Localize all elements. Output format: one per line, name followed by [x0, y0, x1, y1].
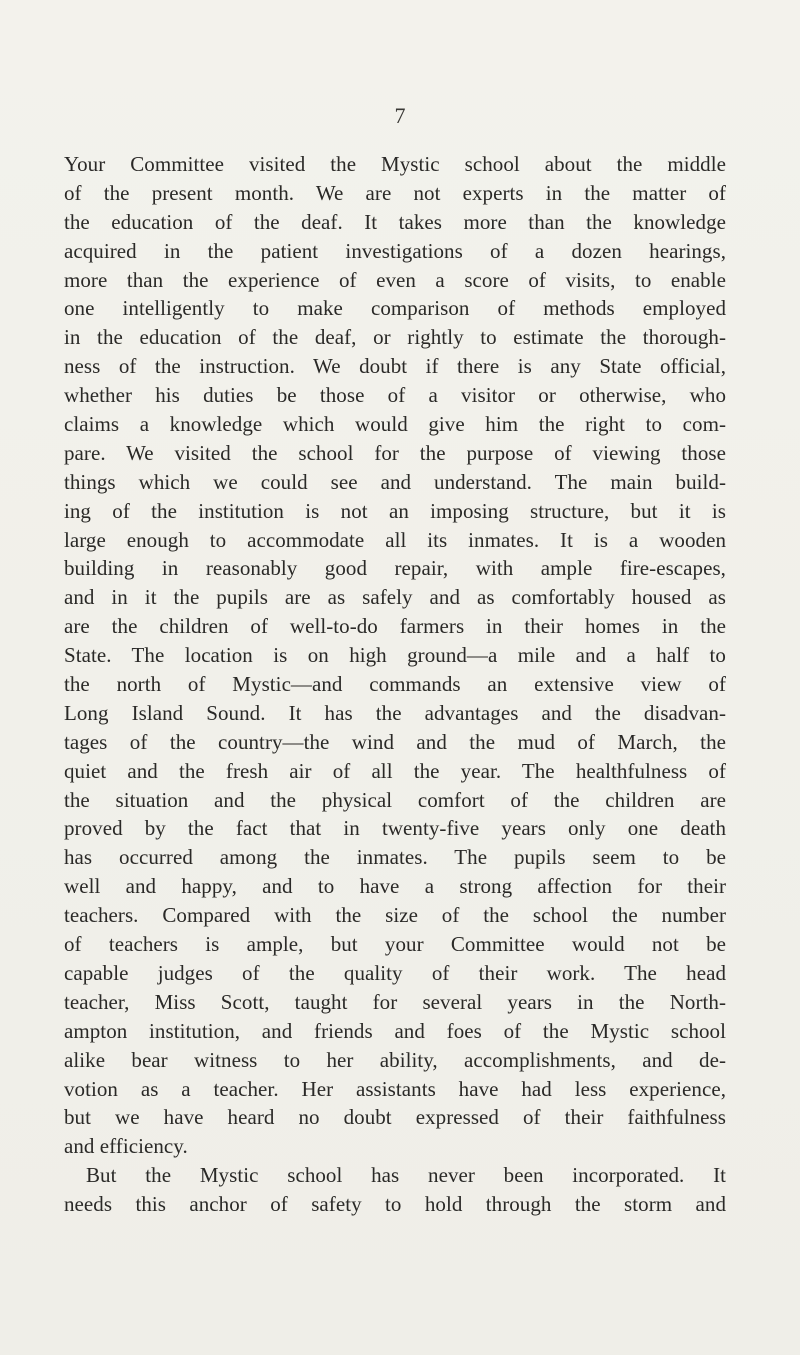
text-line: But the Mystic school has never been incorporated. It — [86, 1163, 726, 1188]
text-line: more than the experience of even a score of visits, to enable — [64, 267, 726, 292]
text-line: in the education of the deaf, or rightly to estimate the thorough- — [64, 325, 726, 350]
text-line: of the present month. We are not experts in the matter of — [64, 180, 726, 205]
text-line: the situation and the physical comfort of the children are — [64, 787, 726, 812]
page-number: 7 — [394, 103, 406, 128]
text-line: Your Committee visited the Mystic school about the middle — [64, 152, 726, 176]
text-line: well and happy, and to have a strong affection for their — [64, 874, 726, 899]
text-line: needs this anchor of safety to hold through the storm and — [64, 1192, 726, 1217]
text-line: one intelligently to make comparison of methods employed — [64, 296, 726, 321]
text-line: the education of the deaf. It takes more than the knowledge — [64, 209, 726, 234]
body-text — [64, 150, 726, 1219]
text-line: are the children of well-to-do farmers in their homes in the — [64, 614, 726, 639]
text-line: alike bear witness to her ability, accomplishments, and de- — [64, 1047, 726, 1072]
text-line: the north of Mystic—and commands an extensive view of — [64, 672, 726, 697]
text-line: quiet and the fresh air of all the year. The healthfulness of — [64, 758, 726, 783]
text-line: teachers. Compared with the size of the school the number — [64, 903, 726, 928]
text-line: and efficiency. — [64, 1134, 188, 1159]
text-line: things which we could see and understand. The main build- — [64, 469, 726, 494]
text-line: whether his duties be those of a visitor or otherwise, who — [64, 383, 726, 408]
text-line: capable judges of the quality of their work. The head — [64, 960, 726, 985]
text-line: votion as a teacher. Her assistants have had less experience, — [64, 1076, 726, 1101]
text-line: and in it the pupils are as safely and as comfortably housed as — [64, 585, 726, 610]
text-line: acquired in the patient investigations of a dozen hearings, — [64, 238, 726, 263]
text-line: tages of the country—the wind and the mud of March, the — [64, 729, 726, 754]
text-line: ampton institution, and friends and foes of the Mystic school — [64, 1018, 726, 1043]
text-line: has occurred among the inmates. The pupils seem to be — [64, 845, 726, 870]
text-line: Long Island Sound. It has the advantages and the disadvan- — [64, 700, 726, 725]
text-line: pare. We visited the school for the purpose of viewing those — [64, 440, 726, 465]
paragraph — [64, 150, 726, 1161]
text-line: State. The location is on high ground—a mile and a half to — [64, 643, 726, 668]
text-line: of teachers is ample, but your Committee would not be — [64, 932, 726, 957]
text-line: but we have heard no doubt expressed of their faithfulness — [64, 1105, 726, 1130]
text-line: ing of the institution is not an imposing structure, but it is — [64, 498, 726, 523]
text-line: teacher, Miss Scott, taught for several years in the North- — [64, 989, 726, 1014]
paragraph — [64, 1161, 726, 1219]
text-line: proved by the fact that in twenty-five years only one death — [64, 816, 726, 841]
text-line: building in reasonably good repair, with ample fire-escapes, — [64, 556, 726, 581]
text-line: claims a knowledge which would give him the right to com- — [64, 412, 726, 437]
text-line: ness of the instruction. We doubt if there is any State official, — [64, 354, 726, 379]
text-line: large enough to accommodate all its inmates. It is a wooden — [64, 527, 726, 552]
